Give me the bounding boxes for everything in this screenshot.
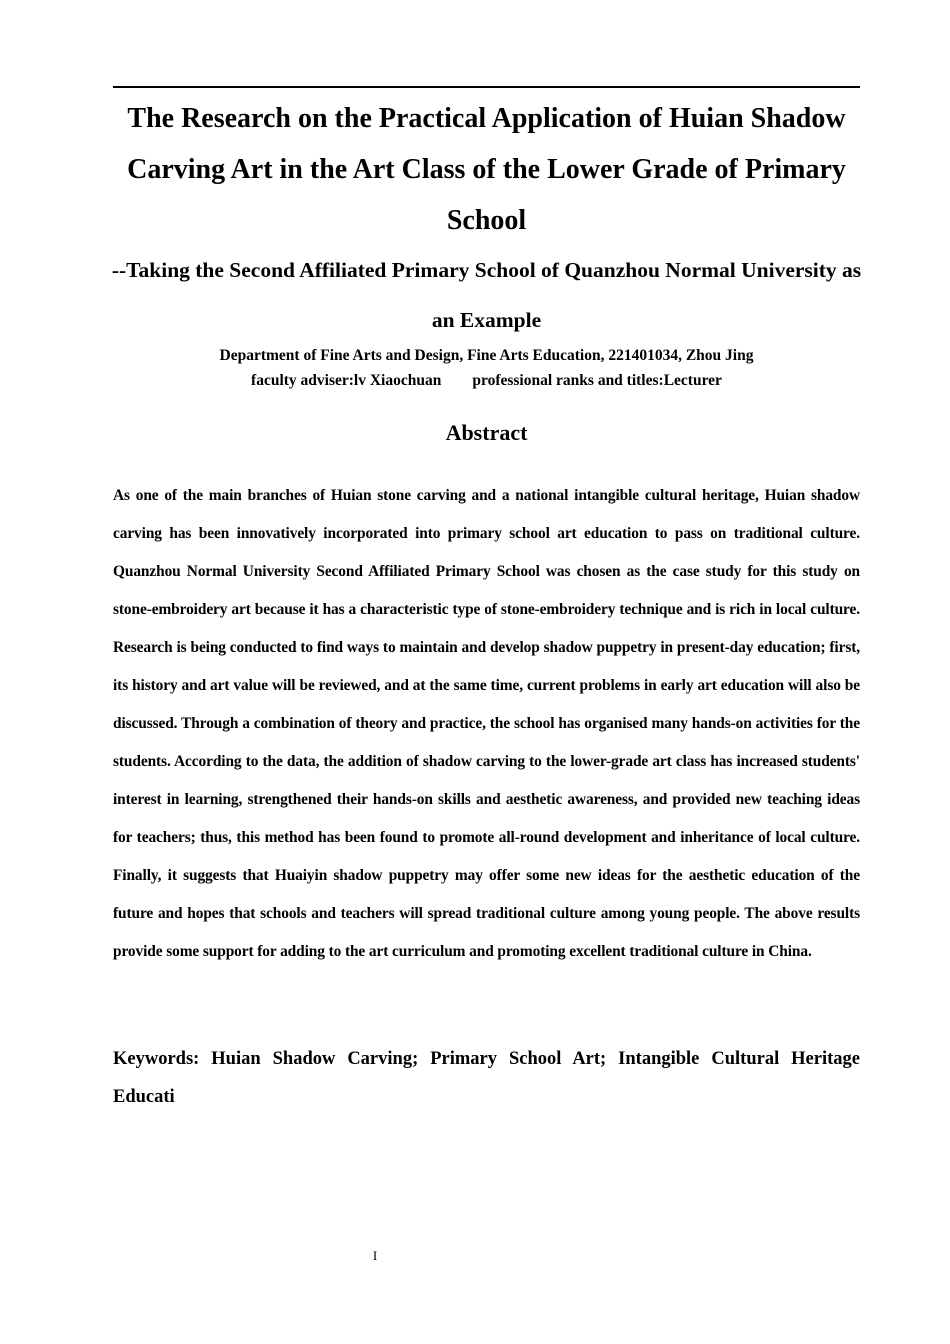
author-info: Department of Fine Arts and Design, Fine Arts Education, 221401034, Zhou Jing	[219, 347, 754, 364]
abstract-body: As one of the main branches of Huian stone carving and a national intangible cultural heritage, Huian shadow carving has been innovatively incorporated into primary school art education to pass on traditional culture. Quanzhou Normal University Second Affiliated Primary School was chosen as the case study for this study on stone-embroidery art because it has a characteristic type of stone-embroidery technique and is rich in local culture. Research is being conducted to find ways to maintain and develop shadow puppetry in present-day education; first, its history and art value will be reviewed, and at the same time, current problems in early art education will also be discussed. Through a combination of theory and practice, the school has organised many hands-on activities for the students. According to the data, the addition of shadow carving to the lower-grade art class has increased students' interest in learning, strengthened their hands-on skills and aesthetic awareness, and provided new teaching ideas for teachers; thus, this method has been found to promote all-round development and inheritance of local culture. Finally, it suggests that Huaiyin shadow puppetry may offer some new ideas for the aesthetic education of the future and hopes that schools and teachers will spread traditional culture among young people. The above results provide some support for adding to the art curriculum and promoting excellent traditional culture in China.	[113, 487, 860, 960]
adviser-info: faculty adviser:lv Xiaochuan professional ranks and titles:Lecturer	[251, 372, 722, 389]
keywords	[113, 1040, 860, 1116]
paper-title: The Research on the Practical Application of Huian Shadow Carving Art in the Art Class of the Lower Grade of Primary School	[127, 103, 846, 236]
page-number: I	[372, 1248, 378, 1263]
header-rule	[113, 86, 860, 88]
keywords-text: Huian Shadow Carving; Primary School Art; Intangible Cultural Heritage Educati	[113, 1049, 860, 1107]
keywords-label: Keywords:	[113, 1049, 200, 1069]
abstract-heading: Abstract	[445, 420, 528, 445]
paper-subtitle: --Taking the Second Affiliated Primary School of Quanzhou Normal University as an Example	[111, 258, 862, 332]
